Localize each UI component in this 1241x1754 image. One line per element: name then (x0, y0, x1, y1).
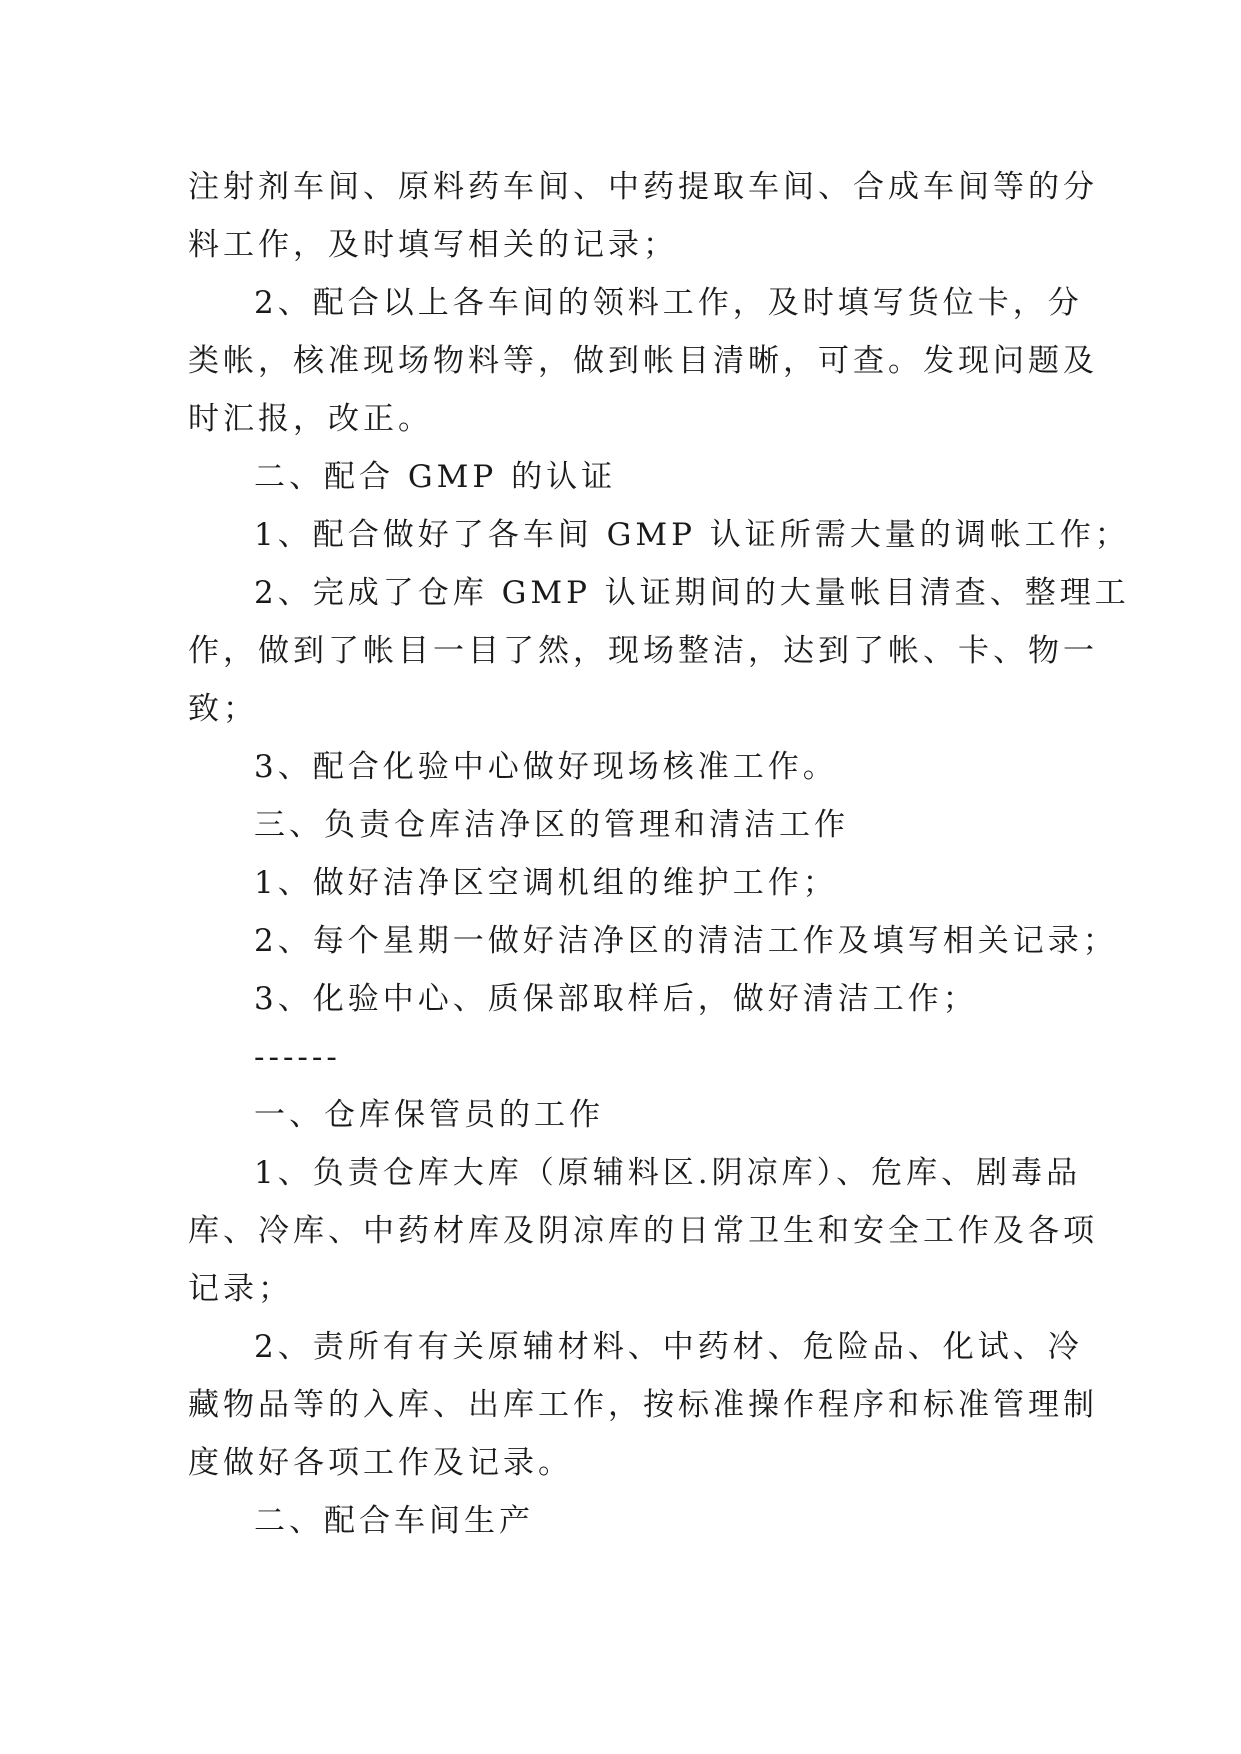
document-page (188, 158, 1130, 1550)
text-line-14: 2、每个星期一做好洁净区的清洁工作及填写相关记录； (254, 923, 1118, 959)
section-heading-gmp: 二、配合 GMP 的认证 (254, 459, 617, 495)
text-line-13: 1、做好洁净区空调机组的维护工作； (254, 865, 838, 901)
text-line-3: 2、配合以上各车间的领料工作，及时填写货位卡，分 (254, 285, 1083, 321)
text-line-22: 藏物品等的入库、出库工作，按标准操作程序和标准管理制 (188, 1387, 1098, 1423)
separator-line: ------ (254, 1039, 341, 1075)
text-line-8: 2、完成了仓库 GMP 认证期间的大量帐目清查、整理工 (254, 575, 1130, 611)
text-line-9: 作，做到了帐目一目了然，现场整洁，达到了帐、卡、物一 (188, 633, 1098, 669)
text-line-7: 1、配合做好了各车间 GMP 认证所需大量的调帐工作； (254, 517, 1130, 553)
text-line-11: 3、配合化验中心做好现场核准工作。 (254, 749, 838, 785)
text-line-2: 料工作，及时填写相关的记录； (188, 227, 678, 263)
text-line-1: 注射剂车间、原料药车间、中药提取车间、合成车间等的分 (188, 169, 1098, 205)
text-line-15: 3、化验中心、质保部取样后，做好清洁工作； (254, 981, 978, 1017)
text-line-21: 2、责所有有关原辅材料、中药材、危险品、化试、冷 (254, 1329, 1083, 1365)
section-heading-cleanroom: 三、负责仓库洁净区的管理和清洁工作 (254, 807, 849, 843)
text-line-5: 时汇报，改正。 (188, 401, 433, 437)
text-line-23: 度做好各项工作及记录。 (188, 1445, 573, 1481)
text-line-10: 致； (188, 691, 258, 727)
section-heading-warehouse-keeper: 一、仓库保管员的工作 (254, 1097, 604, 1133)
text-line-19: 库、冷库、中药材库及阴凉库的日常卫生和安全工作及各项 (188, 1213, 1098, 1249)
text-line-18: 1、负责仓库大库（原辅料区.阴凉库）、危库、剧毒品 (254, 1155, 1082, 1191)
section-heading-workshop-production: 二、配合车间生产 (254, 1503, 534, 1539)
text-line-4: 类帐，核准现场物料等，做到帐目清晰，可查。发现问题及 (188, 343, 1098, 379)
text-line-20: 记录； (188, 1271, 293, 1307)
